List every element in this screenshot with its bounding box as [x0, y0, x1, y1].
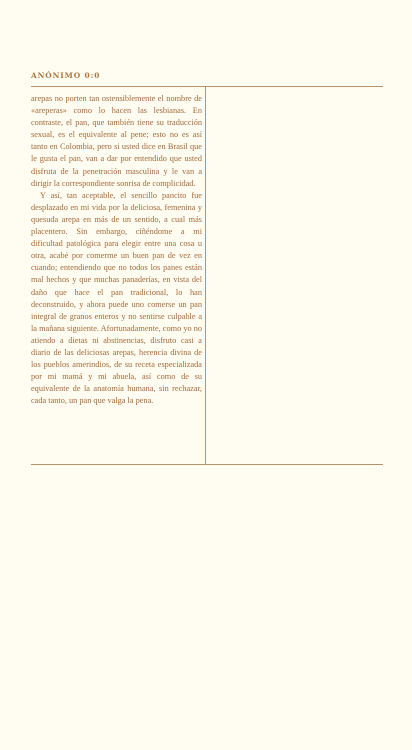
paragraph-2: Y así, tan aceptable, el sencillo pancito fue desplazado en mi vida por la deliciosa, femenina y quesuda arepa en más de un sentido, a cual más placentero. Sin embargo, ciñéndome a mi dificultad patológica para elegir entre una cosa u otra, acabé por comerme un buen pan de vez en cuando; entendiendo que no todos los panes están mal hechos y que muchas panaderías, en vista del daño que hace el pan tradicional, lo han deconstruido, y ahora puede uno comerse un pan integral de granos enteros y no sentirse culpable a la mañana siguiente. Afortunadamente, como yo no atiendo a dietas ni abstinencias, disfruto casi a diario de las deliciosas arepas, herencia divina de los pueblos amerindios, de su receta especializada por mi mamá y mi abuela, así como de su equivalente de la anatomía humana, sin rechazar, cada tanto, un pan que valga la pena.: [31, 190, 202, 406]
header-rule: [31, 86, 383, 87]
article-text-column: [31, 93, 202, 407]
page-header-title: ANÓNIMO 0:0: [31, 71, 101, 80]
bottom-rule: [31, 464, 383, 465]
column-divider: [205, 86, 206, 465]
paragraph-1: arepas no porten tan ostensiblemente el nombre de «areperas» como lo hacen las lesbianas. En contraste, el pan, que también tiene su traducción sexual, es el equivalente al pene; esto no es así tanto en Colombia, pero si usted dice en Brasil que le gusta el pan, van a dar por entendido que usted disfruta de la penetración masculina y le van a dirigir la correspondiente sonrisa de complicidad.: [31, 94, 202, 188]
